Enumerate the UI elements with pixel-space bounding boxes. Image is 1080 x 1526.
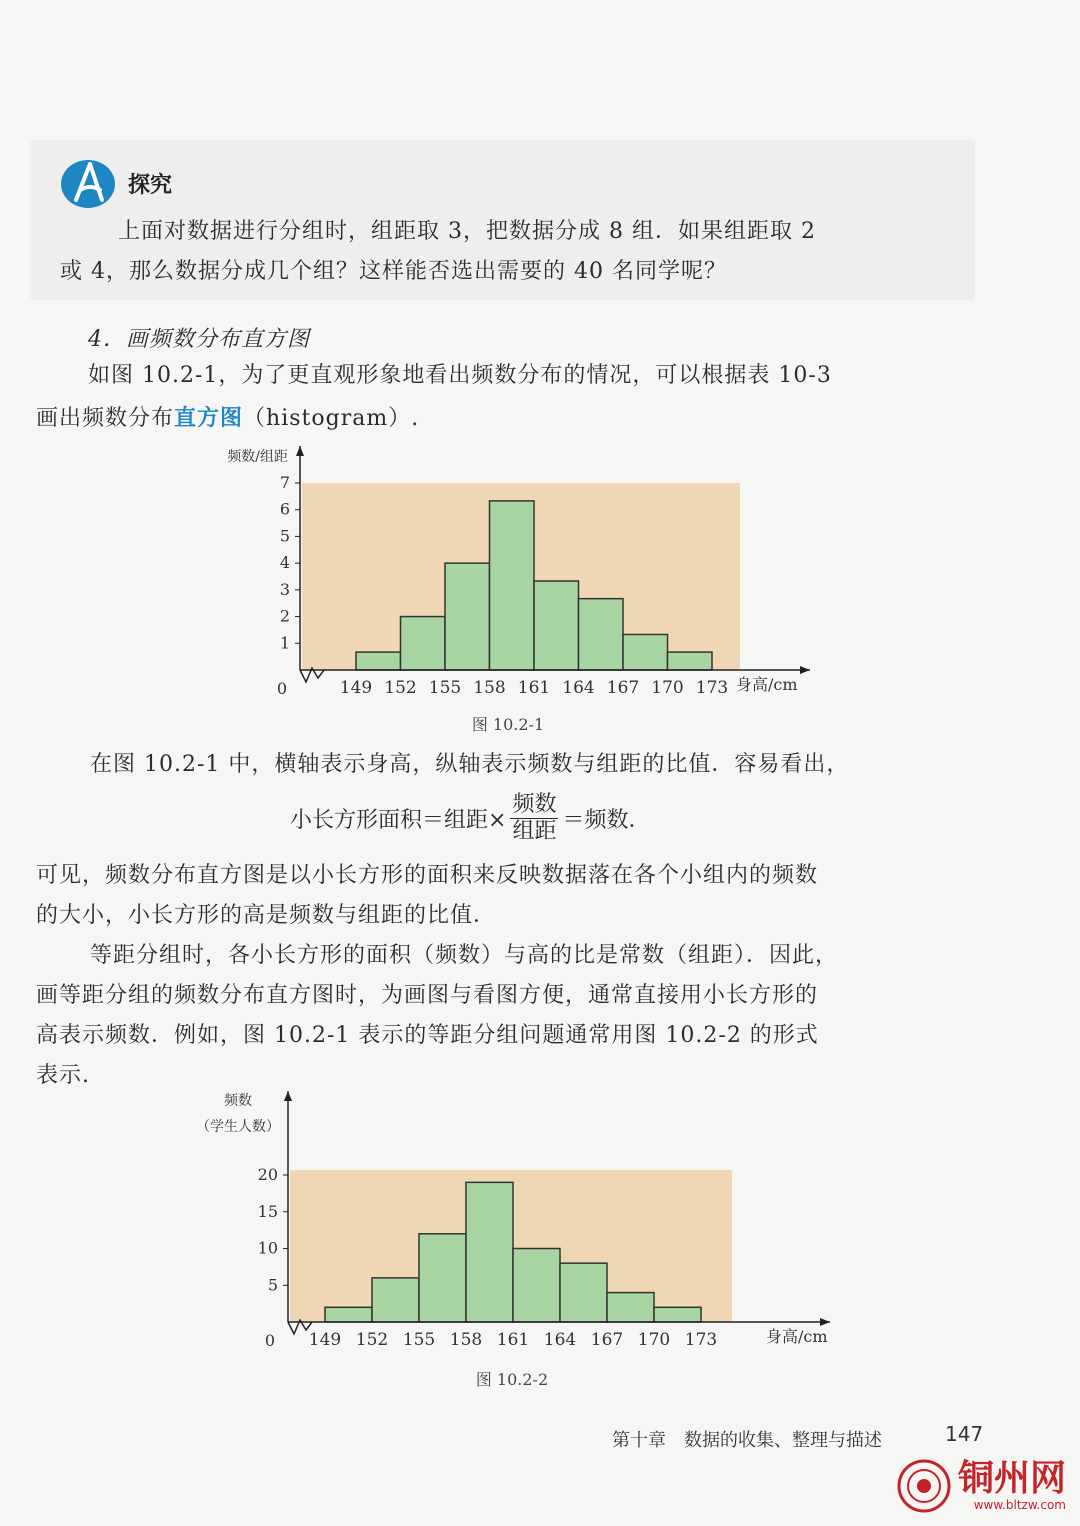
para3-line-2: 画等距分组的频数分布直方图时，为画图与看图方便，通常直接用小长方形的 (36, 983, 819, 1008)
figure-caption: 图 10.2-2 (475, 1370, 549, 1389)
para3-line-3: 高表示频数．例如，图 10.2-1 表示的等距分组问题通常用图 10.2-2 的形式 (36, 1023, 819, 1048)
y-axis-label: 频数/组距 (227, 449, 288, 465)
intro-line-2-pre: 画出频数分布 (36, 406, 175, 431)
y-axis-label-line-1: 频数 (224, 1093, 252, 1109)
origin-label: 0 (276, 679, 288, 698)
chapter-footer: 第十章 数据的收集、整理与描述 (612, 1430, 882, 1451)
histogram-bar (654, 1307, 701, 1322)
figure-caption: 图 10.2-1 (471, 715, 545, 734)
histogram-bar (401, 617, 446, 670)
page-number: 147 (945, 1422, 984, 1446)
y-axis-arrow (296, 446, 304, 456)
histogram-chart-1 (180, 440, 840, 740)
y-tick-label: 5 (279, 526, 290, 546)
histogram-bar (325, 1307, 372, 1322)
formula-right: ＝频数． (562, 808, 651, 833)
histogram-bar (579, 599, 624, 670)
x-tick-label: 152 (355, 1330, 389, 1350)
x-tick-label: 161 (496, 1330, 530, 1350)
x-tick-label: 161 (517, 678, 551, 698)
intro-line-2-post: （histogram）. (243, 406, 420, 431)
histogram-bar (607, 1293, 654, 1322)
x-tick-label: 149 (339, 678, 373, 698)
formula-fraction (510, 792, 558, 845)
formula-numerator: 频数 (512, 792, 557, 817)
histogram-bar (445, 563, 490, 670)
y-tick-label: 2 (279, 606, 290, 626)
histogram-bar (372, 1278, 419, 1322)
x-tick-label: 149 (308, 1330, 342, 1350)
y-tick-label: 20 (257, 1165, 278, 1184)
x-tick-label: 173 (695, 678, 729, 698)
formula-left: 小长方形面积＝组距× (290, 808, 507, 833)
x-tick-label: 173 (684, 1330, 718, 1350)
y-tick-label: 5 (267, 1275, 278, 1295)
histogram-bar (419, 1234, 466, 1322)
intro-line-1: 如图 10.2-1，为了更直观形象地看出频数分布的情况，可以根据表 10-3 (88, 363, 832, 388)
x-tick-label: 158 (473, 678, 506, 698)
y-tick-label: 6 (279, 499, 290, 519)
x-tick-label: 155 (402, 1330, 436, 1350)
histogram-bar (466, 1182, 513, 1322)
watermark-name: 铜州网 (957, 1458, 1066, 1499)
compass-icon (60, 158, 116, 210)
area-formula (290, 792, 650, 845)
explore-line-2: 或 4，那么数据分成几个组？这样能否选出需要的 40 名同学呢？ (60, 259, 727, 284)
y-tick-label: 7 (279, 473, 290, 492)
x-tick-label: 164 (562, 678, 595, 698)
section-heading: 4．画频数分布直方图 (88, 327, 310, 352)
x-tick-label: 155 (428, 678, 462, 698)
para2-line-2: 的大小，小长方形的高是频数与组距的比值． (36, 903, 497, 928)
y-axis-label-line-2: （学生人数） (196, 1119, 280, 1135)
x-axis-label: 身高/cm (736, 675, 798, 694)
x-tick-label: 167 (590, 1330, 624, 1350)
watermark-seal-icon (896, 1458, 952, 1514)
watermark (896, 1458, 1066, 1514)
y-tick-label: 4 (279, 553, 290, 573)
para2-line-1: 可见，频数分布直方图是以小长方形的面积来反映数据落在各个小组内的频数 (36, 863, 819, 888)
para3-line-4: 表示. (36, 1063, 90, 1088)
histogram-bar (560, 1263, 607, 1322)
y-tick-label: 10 (257, 1238, 278, 1258)
x-tick-label: 158 (449, 1330, 483, 1350)
y-tick-label: 1 (279, 633, 290, 653)
histogram-bar (513, 1249, 560, 1323)
watermark-url: www.bltzw.com (973, 1498, 1066, 1512)
histogram-bar (623, 634, 668, 670)
para1: 在图 10.2-1 中，横轴表示身高，纵轴表示频数与组距的比值．容易看出， (90, 752, 850, 777)
x-tick-label: 152 (384, 678, 417, 698)
explore-title: 探究 (128, 173, 173, 198)
x-axis-arrow (820, 1318, 830, 1326)
histogram-bar (356, 652, 401, 670)
x-axis-label: 身高/cm (766, 1327, 828, 1346)
x-axis-arrow (800, 666, 810, 674)
histogram-bar (490, 501, 535, 670)
y-axis-arrow (284, 1091, 292, 1101)
y-tick-label: 15 (257, 1201, 278, 1221)
para3-line-1: 等距分组时，各小长方形的面积（频数）与高的比是常数（组距）．因此， (90, 943, 839, 968)
histogram-chart-2 (180, 1085, 860, 1395)
formula-denominator: 组距 (512, 819, 557, 844)
intro-line-2 (36, 398, 419, 439)
origin-label: 0 (264, 1331, 276, 1350)
histogram-term: 直方图 (174, 405, 244, 431)
histogram-bar (668, 652, 713, 670)
x-tick-label: 170 (637, 1330, 671, 1350)
y-tick-label: 3 (279, 579, 290, 599)
explore-line-1: 上面对数据进行分组时，组距取 3，把数据分成 8 组．如果组距取 2 (118, 219, 816, 244)
x-tick-label: 164 (543, 1330, 577, 1350)
histogram-bar (534, 581, 579, 670)
x-tick-label: 167 (606, 678, 640, 698)
x-tick-label: 170 (651, 678, 684, 698)
